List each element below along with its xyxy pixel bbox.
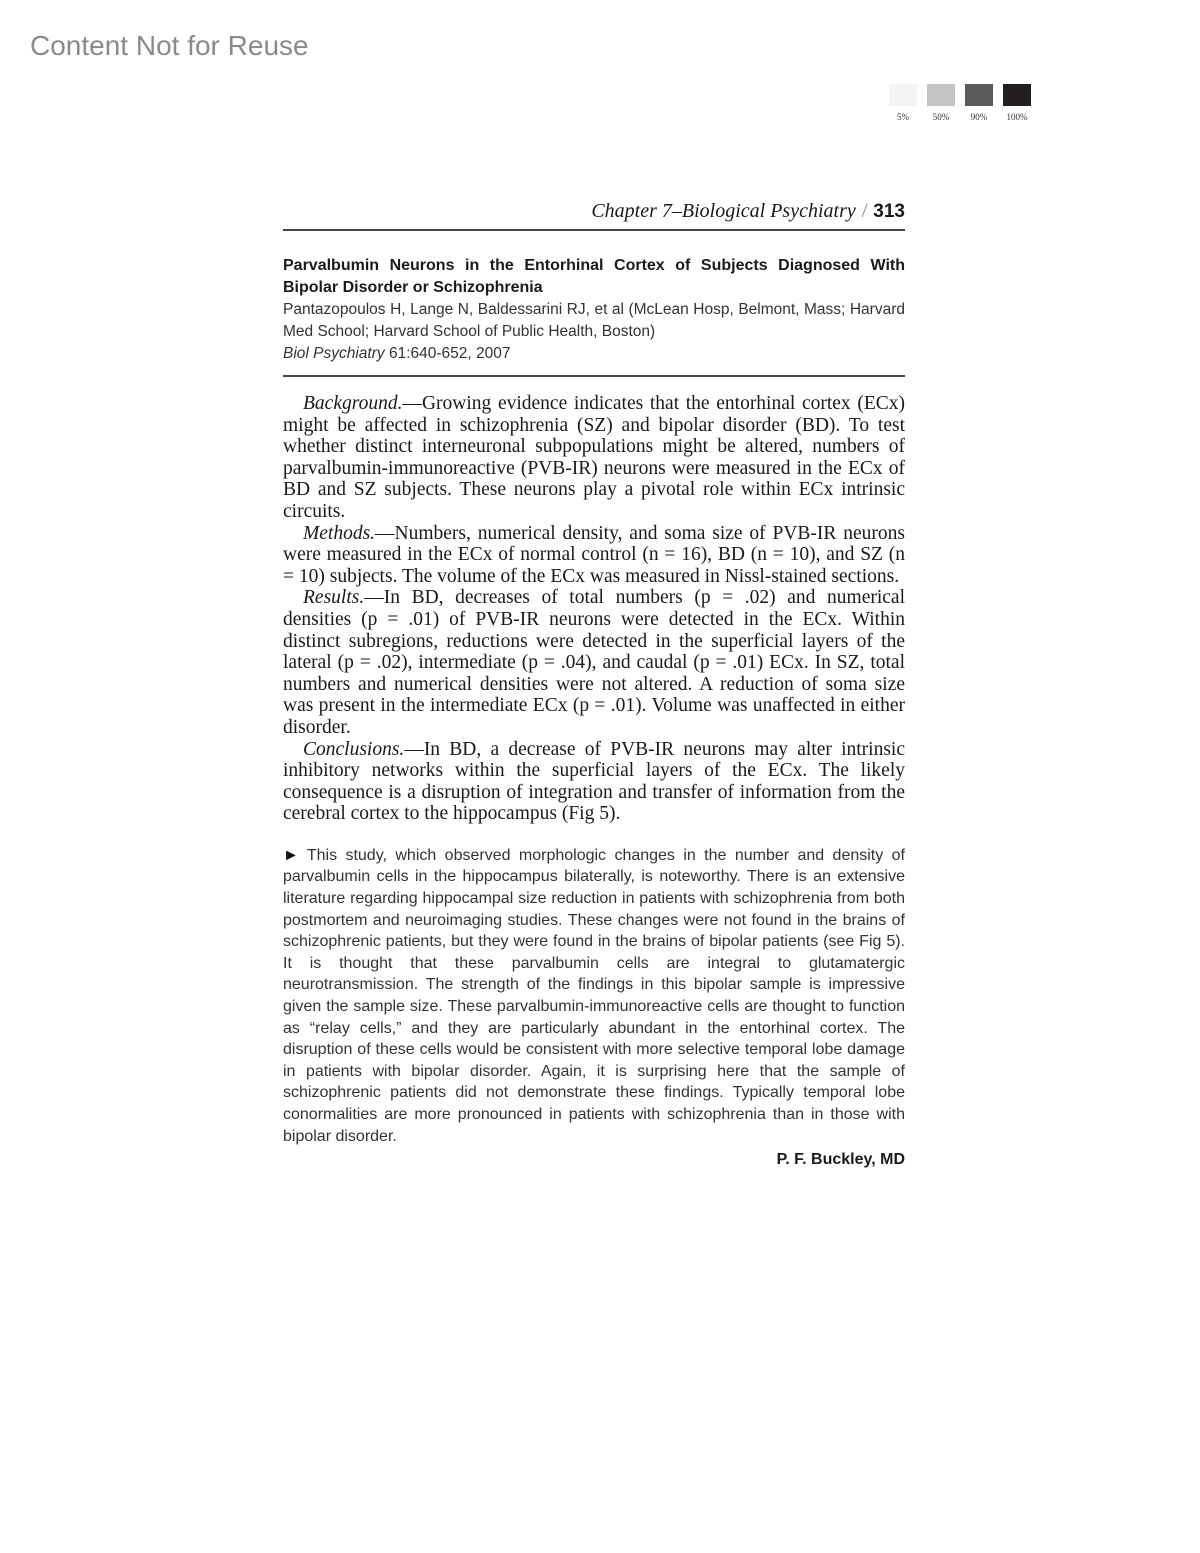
color-calibration-bar: [884, 84, 1036, 122]
running-head-separator: /: [861, 200, 868, 222]
abstract-methods: [283, 523, 905, 588]
swatch-100: [998, 84, 1036, 122]
abstract-results: [283, 587, 905, 738]
swatch-50-box: [927, 84, 955, 106]
conclusions-text: —In BD, a decrease of PVB-IR neurons may alter intrinsic inhibitory networks within the superficial layers of the ECx. The likely consequence is a disruption of integration and transfer of information from the cerebral cortex to the hippocampus (Fig 5).: [283, 738, 905, 825]
article-title: Parvalbumin Neurons in the Entorhinal Cortex of Subjects Diagnosed With Bipolar Disorder or Schizophrenia: [283, 257, 905, 296]
swatch-100-label: 100%: [1006, 112, 1028, 122]
swatch-50-label: 50%: [932, 112, 950, 122]
background-heading: Background.: [303, 393, 403, 414]
page-number: 313: [873, 201, 905, 222]
running-head: [283, 200, 905, 231]
article-reference: [283, 255, 905, 377]
abstract-conclusions: [283, 739, 905, 825]
article-authors: Pantazopoulos H, Lange N, Baldessarini RJ, et al (McLean Hosp, Belmont, Mass; Harvard Med School; Harvard School of Public Health, Boston): [283, 301, 905, 340]
abstract-background: [283, 393, 905, 523]
journal-name: Biol Psychiatry: [283, 345, 385, 362]
swatch-90: [960, 84, 998, 122]
chapter-title: Chapter 7–Biological Psychiatry: [591, 200, 856, 222]
swatch-100-box: [1003, 84, 1031, 106]
methods-text: —Numbers, numerical density, and soma size of PVB-IR neurons were measured in the ECx of normal control (n = 16), BD (n = 10), and SZ (n = 10) subjects. The volume of the ECx was measured in Nissl-stained sections.: [283, 522, 905, 587]
swatch-5-box: [889, 84, 917, 106]
book-page: [283, 200, 905, 1169]
results-text: —In BD, decreases of total numbers (p = .02) and numerical densities (p = .01) of PVB-IR neurons were detected in the ECx. Within distinct subregions, reductions were detected in the superficial layers of the lateral (p = .02), intermediate (p = .04), and caudal (p = .01) ECx. In SZ, total numbers and numerical densities were not altered. A reduction of soma size was present in the intermediate ECx (p = .01). Volume was unaffected in either disorder.: [283, 587, 905, 738]
swatch-90-box: [965, 84, 993, 106]
commentary: [283, 845, 905, 1147]
swatch-90-label: 90%: [970, 112, 988, 122]
methods-heading: Methods.: [303, 522, 376, 544]
watermark-text: Content Not for Reuse: [30, 30, 309, 61]
triangle-marker-icon: ►: [283, 846, 299, 864]
swatch-50: [922, 84, 960, 122]
results-heading: Results.: [303, 587, 365, 609]
background-text: —Growing evidence indicates that the entorhinal cortex (ECx) might be affected in schizophrenia (SZ) and bipolar disorder (BD). To test whether distinct interneuronal subpopulations might be altered, numbers of parvalbumin-immunoreactive (PVB-IR) neurons were measured in the ECx of BD and SZ subjects. These neurons play a pivotal role within ECx intrinsic circuits.: [283, 393, 905, 522]
volume-pages-year: 61:640-652, 2007: [384, 345, 511, 362]
conclusions-heading: Conclusions.: [303, 738, 405, 760]
article-citation: [283, 343, 905, 365]
commentary-text: This study, which observed morphologic changes in the number and density of parvalbumin cells in the hippocampus bilaterally, is noteworthy. There is an extensive literature regarding hippocampal size reduction in patients with schizophrenia from both postmortem and neuroimaging studies. These changes were not found in the brains of schizophrenic patients, but they were found in the brains of bipolar patients (see Fig 5). It is thought that these parvalbumin cells are integral to glutamatergic neurotransmission. The strength of the findings in this bipolar sample is impressive given the sample size. These parvalbumin-immunoreactive cells are thought to function as “relay cells,” and they are particularly abundant in the entorhinal cortex. The disruption of these cells would be consistent with more selective temporal lobe damage in patients with bipolar disorder. Again, it is surprising here that the sample of schizophrenic patients did not demonstrate these findings. Typically temporal lobe conormalities are more pronounced in patients with schizophrenia than in those with bipolar disorder.: [283, 846, 905, 1145]
swatch-5-label: 5%: [897, 112, 909, 122]
abstract: [283, 393, 905, 825]
swatch-5: [884, 84, 922, 122]
commentary-signature: P. F. Buckley, MD: [776, 1151, 905, 1169]
